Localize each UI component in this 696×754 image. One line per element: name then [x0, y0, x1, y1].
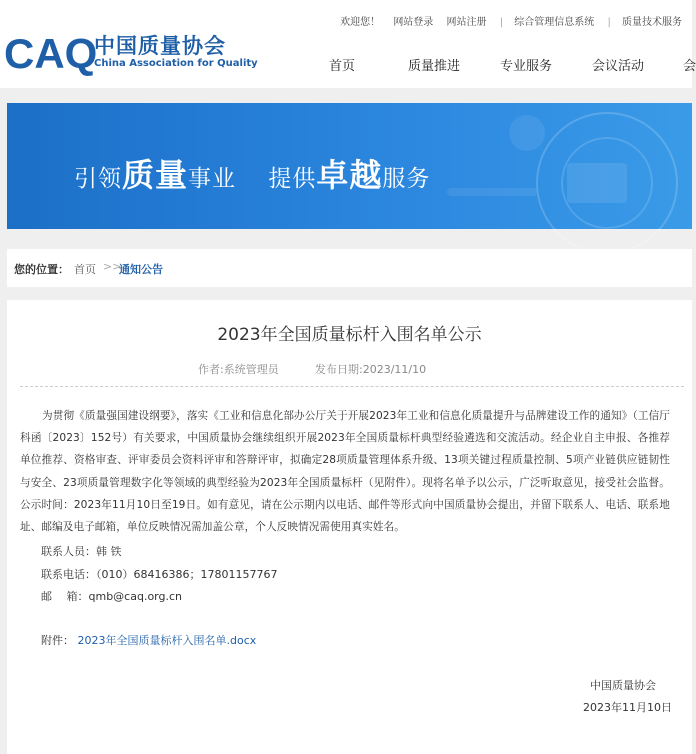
- article-body: 为贯彻《质量强国建设纲要》，落实《工业和信息化部办公厅关于开展2023年工业和信息化质量提升与品牌建设工作的通知》（工信厅科函〔2023〕152号）有关要求，中国质量协会继续组织开展2023年全国质量标杆典型经验遴选和交流活动。经企业自主申报、各推荐单位推荐、资格审查、评审委员会资料评审和答辩评审，拟确定28项质量管理体系升级、13项关键过程质量控制、5项产业链供应链韧性与安全、23项质量管理数字化等领域的典型经验为2023年全国质量标杆（见附件）。现将名单予以公示，广泛听取意见，接受社会监督。公示时间：2023年11月10日至19日。如有意见，请在公示期内以电话、邮件等形式向中国质量协会提出，并留下联系人、电话、联系地址、邮编及电子邮箱，单位反映情况需加盖公章，个人反映情况需使用真实姓名。: [20, 410, 670, 534]
- divider: |: [499, 17, 504, 28]
- attachment: [41, 632, 256, 648]
- login-link[interactable]: 网站登录: [393, 17, 434, 28]
- divider: [20, 386, 684, 387]
- top-links: [340, 13, 692, 28]
- nav-professional-services[interactable]: 专业服务: [500, 59, 553, 74]
- register-link[interactable]: 网站注册: [446, 17, 487, 28]
- breadcrumb-current-link[interactable]: 通知公告: [119, 263, 163, 276]
- signature-date: 2023年11月10日: [583, 701, 672, 714]
- breadcrumb: [7, 249, 692, 287]
- quality-tech-service-link[interactable]: 质量技术服务: [622, 17, 682, 28]
- contact-email: 邮 箱：qmb@caq.org.cn: [41, 590, 183, 603]
- attachment-link[interactable]: 2023年全国质量标杆入围名单.docx: [77, 634, 257, 647]
- logo-chinese-name: 中国质量协会: [94, 34, 226, 58]
- svg-text:CAQ: CAQ: [4, 30, 98, 77]
- banner-slogan: 引领质量事业 提供卓越服务: [74, 156, 431, 194]
- article-date: 发布日期:2023/11/10: [315, 363, 427, 376]
- site-header: [0, 0, 696, 88]
- logo-english-name: China Association for Quality: [94, 58, 258, 69]
- contact-person: 联系人员：韩 铁: [41, 545, 122, 558]
- nav-conference-events[interactable]: 会议活动: [592, 59, 645, 74]
- welcome-text: 欢迎您！: [340, 17, 381, 28]
- hero-banner: [7, 103, 692, 229]
- breadcrumb-home-link[interactable]: 首页: [74, 263, 96, 276]
- nav-quality-promotion[interactable]: 质量推进: [408, 59, 461, 74]
- caq-logo-icon[interactable]: [4, 30, 98, 77]
- breadcrumb-separator: >>: [103, 260, 122, 273]
- article-title: 2023年全国质量标杆入围名单公示: [217, 325, 482, 345]
- attachment-label: 附件：: [41, 634, 74, 647]
- signature-org: 中国质量协会: [590, 679, 656, 692]
- contact-phone: 联系电话：（010）68416386；17801157767: [41, 568, 278, 581]
- article-author: 作者:系统管理员: [198, 363, 279, 376]
- nav-home[interactable]: 首页: [329, 59, 356, 74]
- divider: |: [607, 17, 611, 28]
- breadcrumb-label: 您的位置：: [14, 263, 69, 276]
- management-system-link[interactable]: 综合管理信息系统: [514, 17, 595, 28]
- article: [7, 300, 692, 754]
- nav-more[interactable]: 会: [683, 59, 696, 74]
